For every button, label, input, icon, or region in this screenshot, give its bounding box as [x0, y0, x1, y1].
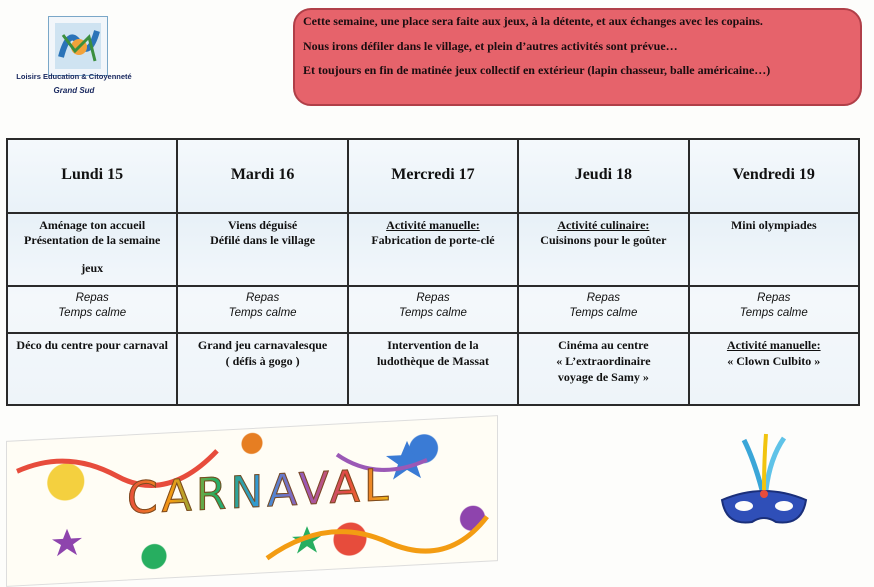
- activity-text: ( défis à gogo ): [225, 353, 300, 368]
- morning-row: [7, 213, 859, 287]
- activity-text: « L’extraordinaire: [556, 353, 651, 368]
- afternoon-cell-thursday: [518, 333, 688, 405]
- carnaval-banner-image: [6, 415, 498, 587]
- lunch-row: [7, 286, 859, 333]
- weekly-schedule-table: [6, 138, 860, 406]
- temps-calme-label: Temps calme: [228, 307, 297, 320]
- lunch-cell-thursday: [518, 286, 688, 333]
- activity-text: voyage de Samy »: [557, 369, 649, 384]
- activity-text: Fabrication de porte-clé: [371, 233, 495, 248]
- lunch-cell-wednesday: [348, 286, 518, 333]
- temps-calme-label: Temps calme: [569, 307, 638, 320]
- week-info-banner: [293, 8, 862, 106]
- logo-region: Grand Sud: [53, 86, 95, 95]
- afternoon-cell-friday: [689, 333, 859, 405]
- activity-heading: Activité manuelle:: [386, 217, 480, 232]
- activity-heading: Activité culinaire:: [557, 217, 650, 232]
- day-header-wednesday: Mercredi 17: [348, 139, 518, 213]
- morning-cell-friday: [689, 213, 859, 287]
- repas-label: Repas: [245, 292, 280, 305]
- carnival-mask-icon: [714, 430, 814, 540]
- activity-text: « Clown Culbito »: [727, 353, 821, 368]
- activity-heading: Activité manuelle:: [726, 338, 821, 353]
- activity-text: Aménage ton accueil: [39, 217, 146, 232]
- activity-text: jeux: [81, 260, 104, 275]
- morning-cell-monday: [7, 213, 177, 287]
- temps-calme-label: Temps calme: [58, 307, 127, 320]
- temps-calme-label: Temps calme: [398, 307, 467, 320]
- repas-label: Repas: [75, 292, 109, 305]
- repas-label: Repas: [757, 292, 791, 305]
- day-header-thursday: Jeudi 18: [518, 139, 688, 213]
- temps-calme-label: Temps calme: [739, 307, 808, 320]
- activity-text: Cuisinons pour le goûter: [540, 233, 667, 248]
- carnaval-word: CARNAVAL: [127, 459, 393, 525]
- day-header-row: [7, 139, 859, 213]
- lunch-cell-monday: [7, 286, 177, 333]
- activity-text: Grand jeu carnavalesque: [197, 338, 328, 353]
- afternoon-row: [7, 333, 859, 405]
- activity-text: Mini olympiades: [730, 217, 817, 232]
- morning-cell-wednesday: [348, 213, 518, 287]
- repas-label: Repas: [586, 292, 620, 305]
- activity-text: Déco du centre pour carnaval: [16, 338, 168, 353]
- banner-line-3: Et toujours en fin de matinée jeux collectif en extérieur (lapin chasseur, balle américaine…): [303, 63, 771, 78]
- day-header-monday: Lundi 15: [7, 139, 177, 213]
- activity-text: Défilé dans le village: [210, 233, 316, 248]
- activity-text: Intervention de la: [387, 338, 479, 353]
- logo-emblem-icon: [48, 16, 108, 76]
- afternoon-cell-monday: [7, 333, 177, 405]
- activity-text: ludothèque de Massat: [376, 353, 489, 368]
- day-header-tuesday: Mardi 16: [177, 139, 347, 213]
- lunch-cell-friday: [689, 286, 859, 333]
- activity-text: Présentation de la semaine: [24, 233, 161, 248]
- organization-logo: [14, 14, 134, 104]
- afternoon-cell-wednesday: [348, 333, 518, 405]
- afternoon-cell-tuesday: [177, 333, 347, 405]
- morning-cell-tuesday: [177, 213, 347, 287]
- lunch-cell-tuesday: [177, 286, 347, 333]
- banner-line-1: Cette semaine, une place sera faite aux jeux, à la détente, et aux échanges avec les copains.: [303, 14, 763, 28]
- repas-label: Repas: [416, 292, 450, 305]
- activity-text: Viens déguisé: [227, 217, 298, 232]
- day-header-friday: Vendredi 19: [689, 139, 859, 213]
- morning-cell-thursday: [518, 213, 688, 287]
- activity-text: Cinéma au centre: [558, 338, 649, 353]
- logo-org-name: Loisirs Education & Citoyenneté: [16, 72, 132, 81]
- banner-line-2: Nous irons défiler dans le village, et plein d’autres activités sont prévue…: [303, 38, 678, 53]
